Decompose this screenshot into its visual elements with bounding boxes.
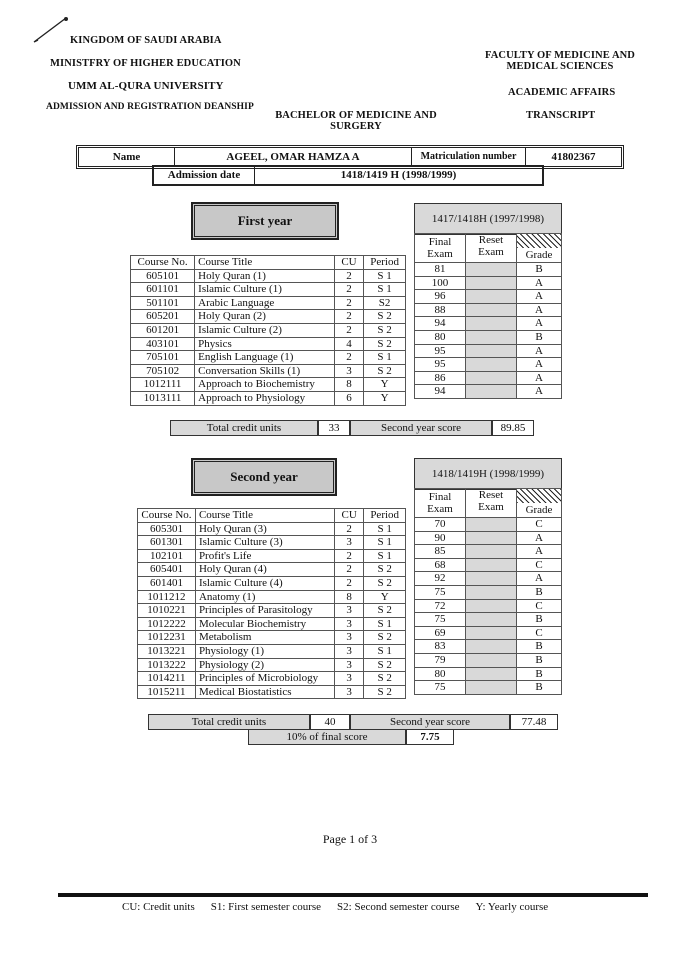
table-row (415, 640, 562, 654)
col-reset-exam: Reset Exam (466, 489, 517, 518)
col-grade-label: Grade (525, 249, 553, 261)
table-row (415, 681, 562, 695)
final-score: 85 (415, 545, 466, 559)
course-period: S2 (364, 296, 406, 310)
table-row (415, 558, 562, 572)
course-no: 705102 (131, 364, 195, 378)
table-row (415, 518, 562, 532)
final-score: 96 (415, 290, 466, 304)
grade: A (517, 290, 562, 304)
table-row (131, 364, 406, 378)
reset-score (466, 276, 517, 290)
table-row (415, 358, 562, 372)
final-score: 86 (415, 371, 466, 385)
course-no: 605101 (131, 269, 195, 283)
table-row (415, 599, 562, 613)
total-credit-label: Total credit units (148, 714, 310, 730)
course-cu: 2 (334, 351, 364, 365)
final-score: 72 (415, 599, 466, 613)
reset-score (466, 572, 517, 586)
course-title: Islamic Culture (1) (195, 283, 335, 297)
grade: C (517, 518, 562, 532)
first-year-title: First year (192, 203, 338, 239)
legend-y: Y: Yearly course (475, 901, 549, 913)
col-period: Period (364, 256, 406, 270)
course-title: Metabolism (195, 631, 334, 645)
course-cu: 3 (334, 617, 363, 631)
course-no: 102101 (138, 549, 196, 563)
table-row (415, 303, 562, 317)
final-score: 75 (415, 613, 466, 627)
grade: A (517, 317, 562, 331)
table-row (131, 283, 406, 297)
grade: A (517, 545, 562, 559)
table-row (138, 631, 406, 645)
course-cu: 8 (334, 378, 364, 392)
header-transcript: TRANSCRIPT (526, 110, 596, 121)
col-course-title: Course Title (195, 256, 335, 270)
course-no: 601301 (138, 536, 196, 550)
course-cu: 3 (334, 631, 363, 645)
course-no: 605401 (138, 563, 196, 577)
table-row (415, 317, 562, 331)
table-row (415, 613, 562, 627)
course-no: 501101 (131, 296, 195, 310)
second-year-title: Second year (192, 459, 336, 495)
final-score: 80 (415, 330, 466, 344)
course-cu: 3 (334, 672, 363, 686)
grade: B (517, 667, 562, 681)
course-no: 403101 (131, 337, 195, 351)
course-title: Medical Biostatistics (195, 685, 334, 699)
grade: A (517, 531, 562, 545)
grade: A (517, 572, 562, 586)
course-title: Approach to Physiology (195, 391, 335, 405)
total-credit-value: 40 (310, 714, 350, 730)
second-year-course-table (137, 508, 406, 699)
table-row (131, 323, 406, 337)
course-cu: 3 (334, 658, 363, 672)
reset-score (466, 344, 517, 358)
year-score-value: 89.85 (492, 420, 534, 436)
header-academic-affairs: ACADEMIC AFFAIRS (508, 87, 616, 98)
table-header-row (131, 256, 406, 270)
grade: B (517, 330, 562, 344)
course-title: Principles of Microbiology (195, 672, 334, 686)
table-row (131, 269, 406, 283)
course-title: Islamic Culture (4) (195, 576, 334, 590)
table-row (415, 330, 562, 344)
table-row (138, 549, 406, 563)
course-period: S 2 (364, 323, 406, 337)
course-title: Physics (195, 337, 335, 351)
course-cu: 2 (334, 296, 364, 310)
reset-score (466, 518, 517, 532)
first-year-grade-table (414, 233, 562, 399)
header-kingdom: KINGDOM OF SAUDI ARABIA (70, 35, 222, 46)
course-period: S 1 (364, 269, 406, 283)
second-year-session: 1418/1419H (1998/1999) (414, 458, 562, 490)
course-cu: 3 (334, 364, 364, 378)
course-period: S 1 (364, 522, 406, 536)
matric-label: Matriculation number (412, 148, 526, 166)
table-header-row (138, 509, 406, 523)
col-final-exam: Final Exam (415, 234, 466, 263)
reset-score (466, 681, 517, 695)
legend-s1: S1: First semester course (210, 901, 322, 913)
table-row (415, 276, 562, 290)
course-title: Anatomy (1) (195, 590, 334, 604)
course-cu: 2 (334, 310, 364, 324)
reset-score (466, 613, 517, 627)
course-period: S 2 (364, 604, 406, 618)
final-score: 94 (415, 317, 466, 331)
reset-score (466, 371, 517, 385)
final-score: 75 (415, 585, 466, 599)
reset-score (466, 667, 517, 681)
course-title: Profit's Life (195, 549, 334, 563)
page-number: Page 1 of 3 (322, 832, 378, 846)
course-cu: 2 (334, 576, 363, 590)
total-credit-value: 33 (318, 420, 350, 436)
reset-score (466, 263, 517, 277)
course-cu: 2 (334, 283, 364, 297)
course-no: 705101 (131, 351, 195, 365)
table-row (415, 344, 562, 358)
final-score: 68 (415, 558, 466, 572)
course-title: Arabic Language (195, 296, 335, 310)
table-row (131, 378, 406, 392)
reset-score (466, 653, 517, 667)
year-score-label: Second year score (350, 420, 492, 436)
course-period: S 2 (364, 563, 406, 577)
course-no: 605301 (138, 522, 196, 536)
table-row (415, 531, 562, 545)
course-no: 601201 (131, 323, 195, 337)
course-no: 1012222 (138, 617, 196, 631)
reset-score (466, 558, 517, 572)
final-score: 83 (415, 640, 466, 654)
course-period: S 2 (364, 337, 406, 351)
header-university: UMM AL-QURA UNIVERSITY (68, 80, 224, 92)
course-no: 1013222 (138, 658, 196, 672)
reset-score (466, 317, 517, 331)
grade: A (517, 276, 562, 290)
course-title: Physiology (2) (195, 658, 334, 672)
course-title: Holy Quran (4) (195, 563, 334, 577)
table-row (131, 351, 406, 365)
col-course-title: Course Title (195, 509, 334, 523)
pen-mark (30, 14, 70, 46)
hatch-pattern (517, 489, 561, 503)
col-grade-label: Grade (525, 504, 553, 516)
final-score: 94 (415, 385, 466, 399)
admission-date: 1418/1419 H (1998/1999) (340, 169, 457, 181)
second-year-grade-table (414, 488, 562, 695)
reset-score (466, 358, 517, 372)
course-period: S 1 (364, 644, 406, 658)
final-score: 100 (415, 276, 466, 290)
course-cu: 2 (334, 269, 364, 283)
table-row (138, 522, 406, 536)
grade: A (517, 303, 562, 317)
col-cu: CU (334, 509, 363, 523)
grade: B (517, 263, 562, 277)
course-title: English Language (1) (195, 351, 335, 365)
grade-header-row (415, 489, 562, 518)
footer-legend (122, 901, 548, 913)
col-period: Period (364, 509, 406, 523)
col-reset-exam: Reset Exam (466, 234, 517, 263)
col-grade (517, 489, 562, 518)
grade: B (517, 640, 562, 654)
course-cu: 2 (334, 563, 363, 577)
reset-score (466, 531, 517, 545)
header-program: BACHELOR OF MEDICINE AND SURGERY (275, 110, 437, 132)
col-course-no: Course No. (131, 256, 195, 270)
course-no: 1011212 (138, 590, 196, 604)
reset-score (466, 626, 517, 640)
admission-label: Admission date (154, 167, 255, 184)
table-row (131, 337, 406, 351)
table-row (138, 536, 406, 550)
course-period: Y (364, 378, 406, 392)
grade: C (517, 558, 562, 572)
table-row (138, 590, 406, 604)
final-score-value: 7.75 (406, 729, 454, 745)
final-score: 81 (415, 263, 466, 277)
course-period: S 1 (364, 549, 406, 563)
course-cu: 2 (334, 522, 363, 536)
year-score-value: 77.48 (510, 714, 558, 730)
course-title: Islamic Culture (3) (195, 536, 334, 550)
final-score: 70 (415, 518, 466, 532)
first-year-summary (170, 420, 534, 436)
table-row (131, 296, 406, 310)
course-period: S 1 (364, 283, 406, 297)
course-no: 1013221 (138, 644, 196, 658)
table-row (415, 290, 562, 304)
grade: A (517, 344, 562, 358)
table-row (415, 545, 562, 559)
course-title: Islamic Culture (2) (195, 323, 335, 337)
course-cu: 3 (334, 644, 363, 658)
grade: C (517, 599, 562, 613)
first-year-course-table (130, 255, 406, 406)
course-title: Holy Quran (2) (195, 310, 335, 324)
table-row (138, 576, 406, 590)
table-row (138, 658, 406, 672)
header-faculty: FACULTY OF MEDICINE AND MEDICAL SCIENCES (485, 50, 635, 72)
table-row (415, 667, 562, 681)
reset-score (466, 385, 517, 399)
grade: A (517, 385, 562, 399)
reset-score (466, 545, 517, 559)
course-title: Conversation Skills (1) (195, 364, 335, 378)
final-score: 69 (415, 626, 466, 640)
course-title: Physiology (1) (195, 644, 334, 658)
final-score: 79 (415, 653, 466, 667)
course-cu: 3 (334, 604, 363, 618)
table-row (138, 685, 406, 699)
grade: C (517, 626, 562, 640)
course-period: S 2 (364, 576, 406, 590)
course-period: Y (364, 391, 406, 405)
course-period: S 2 (364, 672, 406, 686)
table-row (131, 310, 406, 324)
header-deanship: ADMISSION AND REGISTRATION DEANSHIP (46, 102, 254, 112)
final-score: 95 (415, 358, 466, 372)
table-row (415, 585, 562, 599)
reset-score (466, 330, 517, 344)
final-score: 95 (415, 344, 466, 358)
second-year-summary (148, 714, 558, 730)
grade: B (517, 681, 562, 695)
course-period: S 2 (364, 658, 406, 672)
course-no: 1012111 (131, 378, 195, 392)
table-row (138, 604, 406, 618)
footer-rule (58, 893, 648, 897)
final-score: 75 (415, 681, 466, 695)
course-cu: 6 (334, 391, 364, 405)
table-row (138, 563, 406, 577)
course-cu: 3 (334, 536, 363, 550)
table-row (415, 263, 562, 277)
final-score: 88 (415, 303, 466, 317)
col-cu: CU (334, 256, 364, 270)
table-row (415, 371, 562, 385)
course-period: Y (364, 590, 406, 604)
reset-score (466, 599, 517, 613)
course-title: Approach to Biochemistry (195, 378, 335, 392)
course-period: S 2 (364, 364, 406, 378)
course-no: 601401 (138, 576, 196, 590)
table-row (415, 626, 562, 640)
matric-number: 41802367 (551, 151, 596, 163)
grade: A (517, 358, 562, 372)
course-period: S 2 (364, 310, 406, 324)
course-period: S 2 (364, 631, 406, 645)
legend-cu: CU: Credit units (122, 901, 195, 913)
course-period: S 1 (364, 617, 406, 631)
grade: B (517, 653, 562, 667)
course-no: 605201 (131, 310, 195, 324)
course-no: 1012231 (138, 631, 196, 645)
grade: B (517, 585, 562, 599)
hatch-pattern (517, 234, 561, 248)
final-score-summary (248, 729, 454, 745)
reset-score (466, 303, 517, 317)
course-period: S 1 (364, 351, 406, 365)
table-row (138, 672, 406, 686)
col-final-exam: Final Exam (415, 489, 466, 518)
course-no: 1015211 (138, 685, 196, 699)
grade-header-row (415, 234, 562, 263)
course-cu: 4 (334, 337, 364, 351)
first-year-session: 1417/1418H (1997/1998) (414, 203, 562, 235)
total-credit-label: Total credit units (170, 420, 318, 436)
course-title: Holy Quran (3) (195, 522, 334, 536)
course-period: S 1 (364, 536, 406, 550)
admission-bar (152, 165, 544, 186)
course-title: Holy Quran (1) (195, 269, 335, 283)
grade: B (517, 613, 562, 627)
final-score-label: 10% of final score (248, 729, 406, 745)
table-row (138, 617, 406, 631)
course-no: 601101 (131, 283, 195, 297)
year-score-label: Second year score (350, 714, 510, 730)
course-no: 1013111 (131, 391, 195, 405)
course-cu: 2 (334, 323, 364, 337)
col-course-no: Course No. (138, 509, 196, 523)
reset-score (466, 640, 517, 654)
course-title: Molecular Biochemistry (195, 617, 334, 631)
course-title: Principles of Parasitology (195, 604, 334, 618)
course-cu: 3 (334, 685, 363, 699)
name-label: Name (79, 148, 175, 166)
student-name: AGEEL, OMAR HAMZA A (175, 148, 412, 166)
col-grade (517, 234, 562, 263)
table-row (131, 391, 406, 405)
table-row (415, 653, 562, 667)
legend-s2: S2: Second semester course (337, 901, 460, 913)
reset-score (466, 585, 517, 599)
reset-score (466, 290, 517, 304)
final-score: 90 (415, 531, 466, 545)
course-no: 1014211 (138, 672, 196, 686)
table-row (415, 572, 562, 586)
header-ministry: MINISTFRY OF HIGHER EDUCATION (50, 58, 241, 69)
course-cu: 8 (334, 590, 363, 604)
table-row (415, 385, 562, 399)
final-score: 80 (415, 667, 466, 681)
final-score: 92 (415, 572, 466, 586)
grade: A (517, 371, 562, 385)
course-no: 1010221 (138, 604, 196, 618)
course-period: S 2 (364, 685, 406, 699)
course-cu: 2 (334, 549, 363, 563)
table-row (138, 644, 406, 658)
